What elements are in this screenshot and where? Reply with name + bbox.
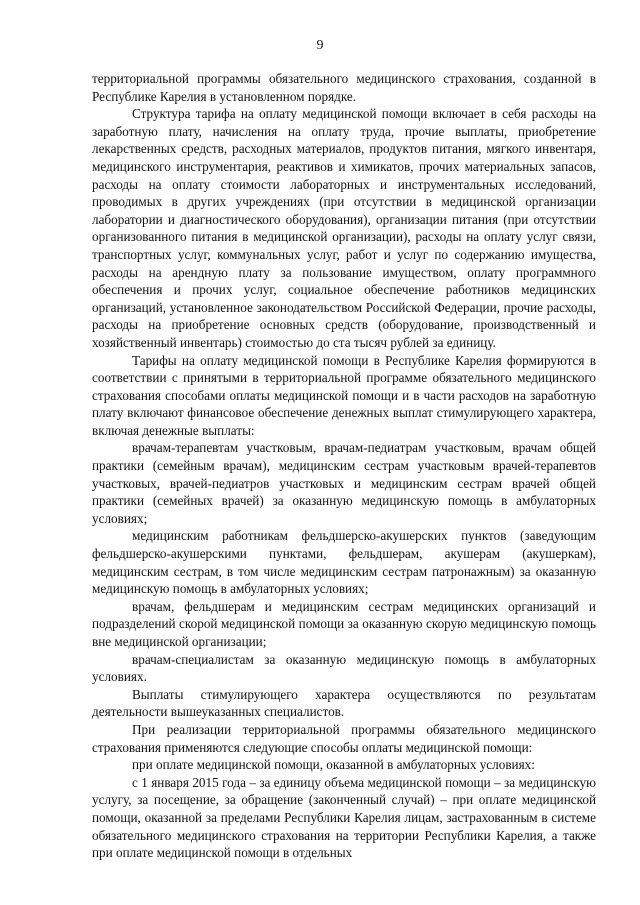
page-number: 9 (316, 38, 324, 53)
paragraph-outpatient-payment: при оплате медицинской помощи, оказанной в амбулаторных условиях: (132, 757, 535, 773)
paragraph-payment-methods-intro: При реализации территориальной программы обязательного медицинского страхования применяются следующие способы оплаты медицинской помощи: (92, 721, 596, 755)
paragraph-payments-emergency: врачам, фельдшерам и медицинским сестрам медицинских организаций и подразделений скорой медицинской помощи за оказанную скорую медицинскую помощь вне медицинской организации; (92, 598, 596, 649)
paragraph-payments-feldsher-points: медицинским работникам фельдшерско-акушерских пунктов (заведующим фельдшерско-акушерскими пунктами, фельдшерам, акушерам (акушеркам), медицинским сестрам, в том числе медицинским сестрам патронажным) за оказанную медицинскую помощь в амбулаторных условиях; (92, 528, 596, 597)
paragraph-incentive-payments: Выплаты стимулирующего характера осуществляются по результатам деятельности вышеуказанных специалистов. (92, 686, 596, 720)
document-body (92, 70, 596, 862)
paragraph-payments-specialists: врачам-специалистам за оказанную медицинскую помощь в амбулаторных условиях. (92, 651, 596, 685)
paragraph-tariff-structure: Структура тарифа на оплату медицинской помощи включает в себя расходы на заработную плату, начисления на оплату труда, прочие выплаты, приобретение лекарственных средств, расходных материалов, продуктов питания, мягкого инвентаря, медицинского инструментария, реактивов и химикатов, прочих материальных запасов, расходы на оплату стоимости лабораторных и инструментальных исследований, проводимых в других учреждениях (при отсутствии в медицинской организации лаборатории и диагностического оборудования), организации питания (при отсутствии организованного питания в медицинской организации), расходы на оплату услуг связи, транспортных услуг, коммунальных услуг, работ и услуг по содержанию имущества, расходы на арендную плату за пользование имуществом, оплату программного обеспечения и прочих услуг, социальное обеспечение работников медицинских организаций, установленное законодательством Российской Федерации, прочие расходы, расходы на приобретение основных средств (оборудование, производственный и хозяйственный инвентарь) стоимостью до ста тысяч рублей за единицу. (92, 106, 596, 350)
paragraph-continuation: территориальной программы обязательного медицинского страхования, созданной в Республике Карелия в установленном порядке. (92, 71, 596, 104)
paragraph-payments-district-doctors: врачам-терапевтам участковым, врачам-педиатрам участковым, врачам общей практики (семейным врачам), медицинским сестрам участковым врачей-терапевтов участковых, врачей-педиатров участковых и медицинским сестрам врачей общей практики (семейных врачей) за оказанную медицинскую помощь в амбулаторных условиях; (92, 440, 596, 526)
paragraph-tariffs-formation: Тарифы на оплату медицинской помощи в Республике Карелия формируются в соответствии с принятыми в территориальной программе обязательного медицинского страхования способами оплаты медицинской помощи и в части расходов на заработную плату включают финансовое обеспечение денежных выплат стимулирующего характера, включая денежные выплаты: (92, 352, 596, 438)
paragraph-from-2015: с 1 января 2015 года – за единицу объема медицинской помощи – за медицинскую услугу, за посещение, за обращение (законченный случай) – при оплате медицинской помощи, оказанной за пределами Республики Карелия лицам, застрахованным в системе обязательного медицинского страхования на территории Республики Карелия, а также при оплате медицинской помощи в отдельных (92, 774, 596, 861)
